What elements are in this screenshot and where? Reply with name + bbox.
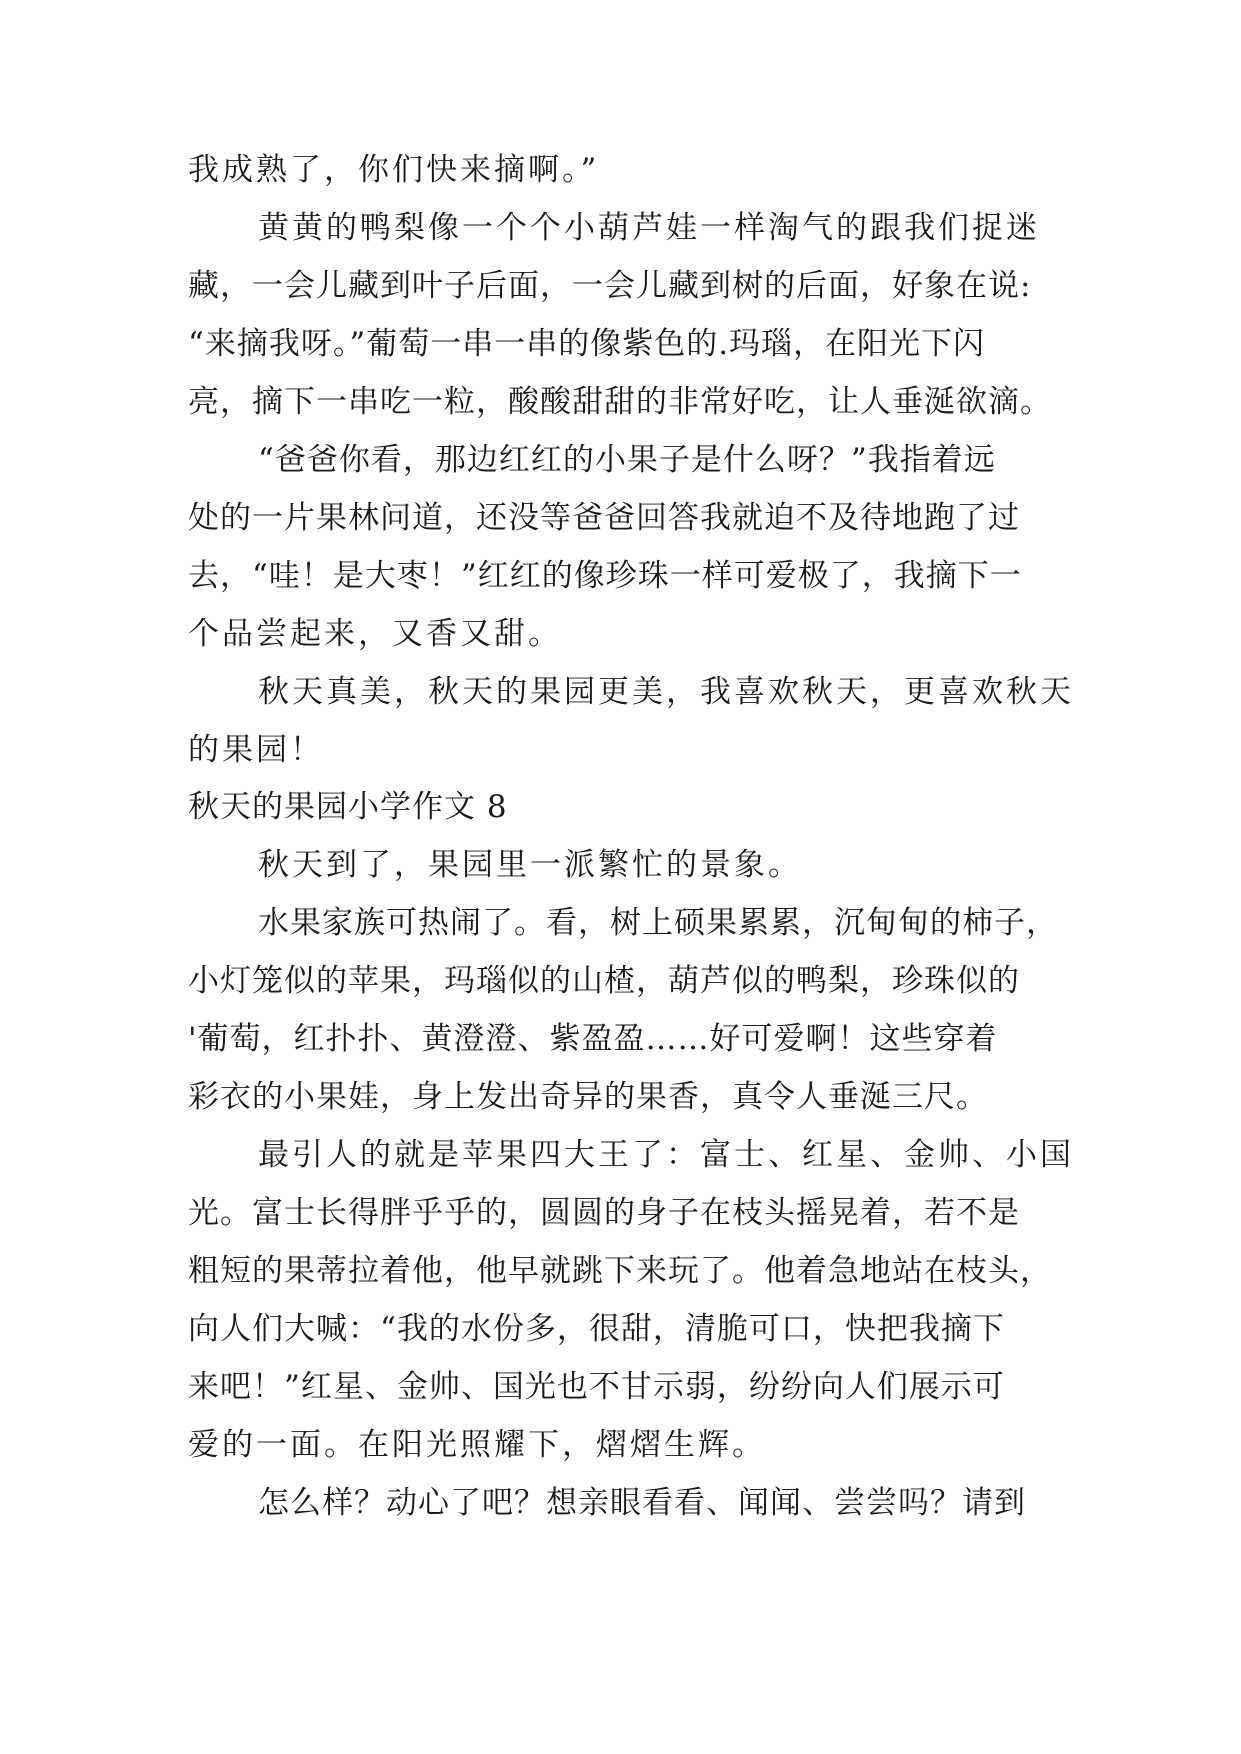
text-line: 去，“哇！是大枣！”红红的像珍珠一样可爱极了，我摘下一 <box>188 558 1022 594</box>
text-line: '葡萄，红扑扑、黄澄澄、紫盈盈……好可爱啊！这些穿着 <box>188 1021 998 1057</box>
text-line: 爱的一面。在阳光照耀下，熠熠生辉。 <box>188 1427 766 1463</box>
text-line: “爸爸你看，那边红红的小果子是什么呀？”我指着远 <box>258 442 996 478</box>
text-line: 最引人的就是苹果四大王了：富士、红星、金帅、小国 <box>258 1137 1074 1173</box>
text-line: “来摘我呀。”葡萄一串一串的像紫色的.玛瑙，在阳光下闪 <box>188 326 986 362</box>
text-line: 向人们大喊：“我的水份多，很甜，清脆可口，快把我摘下 <box>188 1311 1005 1347</box>
text-line: 我成熟了，你们快来摘啊。” <box>188 152 600 188</box>
text-line: 彩衣的小果娃，身上发出奇异的果香，真令人垂涎三尺。 <box>188 1079 988 1115</box>
text-line: 个品尝起来，又香又甜。 <box>188 616 562 652</box>
text-line: 怎么样？动心了吧？想亲眼看看、闻闻、尝尝吗？请到 <box>258 1485 1026 1521</box>
text-line: 光。富士长得胖乎乎的，圆圆的身子在枝头摇晃着，若不是 <box>188 1195 1020 1231</box>
text-line: 水果家族可热闹了。看，树上硕果累累，沉甸甸的柿子， <box>258 905 1058 941</box>
text-line: 小灯笼似的苹果，玛瑙似的山楂，葫芦似的鸭梨，珍珠似的 <box>188 963 1020 999</box>
text-line: 亮，摘下一串吃一粒，酸酸甜甜的非常好吃，让人垂涎欲滴。 <box>188 384 1052 420</box>
text-line: 处的一片果林问道，还没等爸爸回答我就迫不及待地跑了过 <box>188 500 1020 536</box>
text-line: 粗短的果蒂拉着他，他早就跳下来玩了。他着急地站在枝头， <box>188 1253 1052 1289</box>
text-line: 秋天到了，果园里一派繁忙的景象。 <box>258 847 802 883</box>
section-heading: 秋天的果园小学作文 8 <box>188 789 508 825</box>
text-line: 黄黄的鸭梨像一个个小葫芦娃一样淘气的跟我们捉迷 <box>258 210 1040 246</box>
text-line: 来吧！”红星、金帅、国光也不甘示弱，纷纷向人们展示可 <box>188 1369 1005 1405</box>
text-line: 的果园！ <box>188 732 324 768</box>
text-line: 秋天真美，秋天的果园更美，我喜欢秋天，更喜欢秋天 <box>258 674 1074 710</box>
text-line: 藏，一会儿藏到叶子后面，一会儿藏到树的后面，好象在说: <box>188 268 1032 304</box>
